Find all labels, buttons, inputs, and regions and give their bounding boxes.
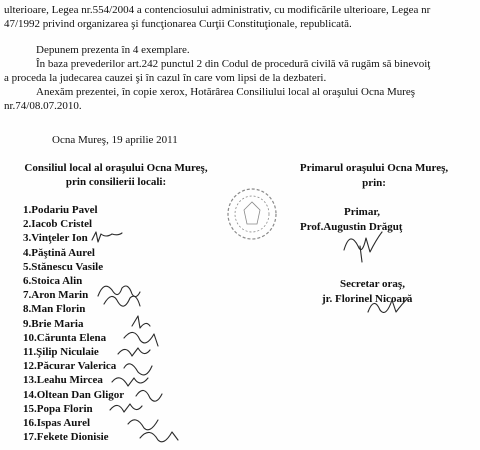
signature-17 [140, 432, 178, 442]
council-member: 17.Fekete Dionisie [23, 431, 109, 444]
council-member: 5.Stănescu Vasile [23, 260, 104, 273]
procedure-paragraph-line-2: a proceda la judecarea cauzei şi în cazul în care vom lipsi de la dezbateri. [4, 72, 327, 84]
official-stamp [228, 189, 276, 239]
signature-7 [98, 286, 140, 297]
council-member: 16.Ispas Aurel [23, 417, 91, 430]
mayor-subheading: prin: [362, 177, 386, 189]
signature-15 [110, 404, 142, 412]
council-member: 2.Iacob Cristel [23, 218, 93, 231]
signature-8 [104, 296, 140, 306]
mayor-name: Prof.Augustin Drăguţ [300, 221, 403, 233]
signature-10 [124, 332, 158, 346]
signature-9 [132, 316, 150, 328]
signature-12 [124, 364, 152, 375]
signature-16 [128, 420, 158, 430]
mayor-heading: Primarul oraşului Ocna Mureş, [299, 162, 449, 174]
council-member: 1.Podariu Pavel [23, 204, 98, 216]
procedure-paragraph-line-1: În baza prevederilor art.242 punctul 2 din Codul de procedură civilă vă rugăm să binevoiţ [36, 58, 431, 70]
council-member: 11.Şilip Niculaie [23, 346, 99, 359]
secretary-signature [368, 298, 408, 312]
council-member: 9.Brie Maria [23, 317, 84, 330]
council-member: 14.Oltean Dan Gligor [23, 388, 125, 401]
annex-paragraph-line-2: nr.74/08.07.2010. [4, 100, 82, 112]
body-line-1: ulterioare, Legea nr.554/2004 a contenciosului administrativ, cu modificările ulterioare, Legea nr [4, 4, 431, 16]
signature-11 [118, 348, 150, 356]
signature-14 [136, 390, 162, 401]
signature-13 [112, 378, 148, 386]
copies-paragraph: Depunem prezenta în 4 exemplare. [36, 44, 190, 56]
council-member: 13.Leahu Mircea [23, 374, 103, 387]
secretary-title: Secretar oraş, [340, 278, 405, 290]
mayor-signature [344, 232, 382, 262]
council-member: 3.Vinţeler Ion [23, 232, 88, 245]
place-date: Ocna Mureş, 19 aprilie 2011 [52, 134, 178, 146]
council-member: 10.Cărunta Elena [23, 331, 107, 344]
council-heading: Consiliul local al oraşului Ocna Mureş, [24, 162, 208, 174]
council-member: 4.Păştină Aurel [23, 246, 95, 259]
secretary-name: jr. Florinel Nicoară [322, 293, 413, 305]
mayor-title: Primar, [344, 206, 380, 218]
annex-paragraph-line-1: Anexăm prezentei, în copie xerox, Hotărârea Consiliului local al oraşului Ocna Mureş [36, 86, 416, 98]
signature-3 [92, 232, 122, 242]
council-subheading: prin consilierii locali: [65, 176, 167, 188]
council-member: 8.Man Florin [23, 303, 86, 316]
council-member: 12.Păcurar Valerica [23, 360, 117, 373]
council-member: 15.Popa Florin [23, 402, 93, 415]
council-member: 6.Stoica Alin [23, 275, 83, 288]
council-member: 7.Aron Marin [23, 289, 89, 302]
body-line-2: 47/1992 privind organizarea şi funcţionarea Curţii Constituţionale, republicată. [4, 18, 352, 30]
